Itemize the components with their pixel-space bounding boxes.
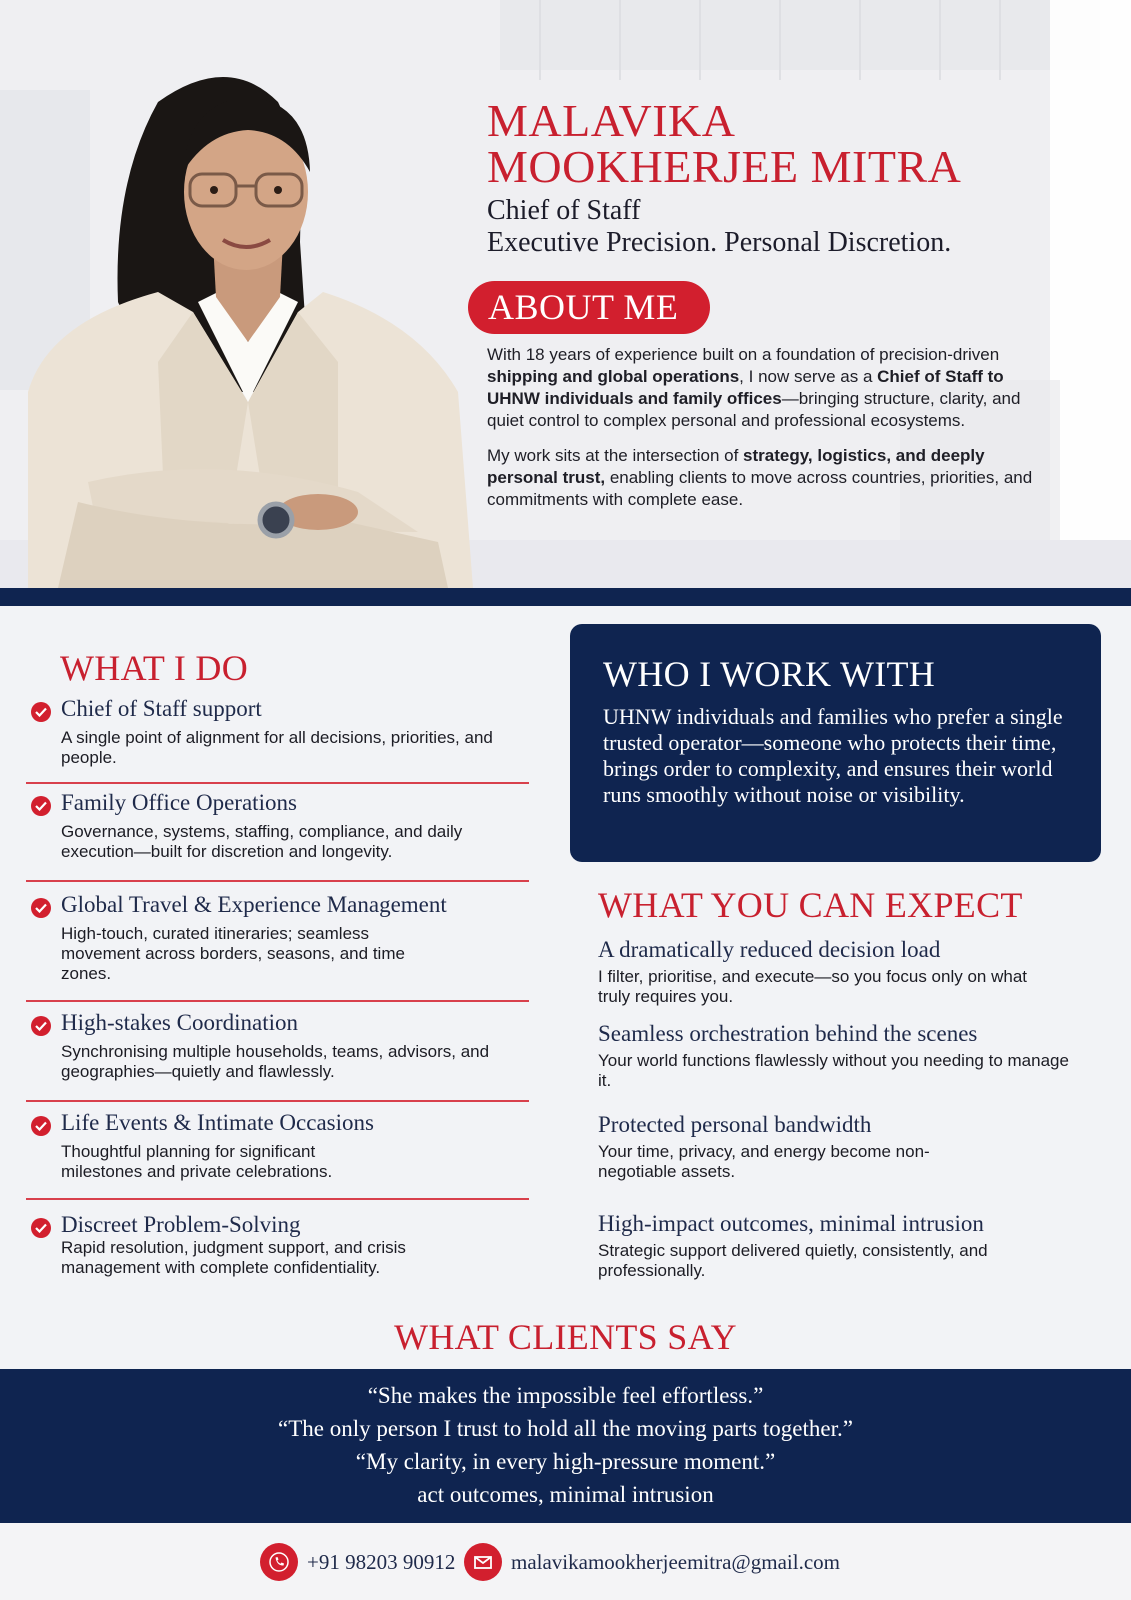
about-p1-text-1: With 18 years of experience built on a foundation of precision-driven xyxy=(487,345,1000,364)
testimonial-quote: “The only person I trust to hold all the moving parts together.” xyxy=(278,1416,853,1441)
expect-item xyxy=(598,936,1078,1007)
item-desc: Thoughtful planning for significant milestones and private celebrations. xyxy=(61,1142,333,1181)
check-icon xyxy=(31,1218,51,1238)
check-icon xyxy=(31,796,51,816)
testimonials-band xyxy=(0,1369,1131,1523)
expect-item-desc: Your world functions flawlessly without you needing to manage it. xyxy=(598,1051,1069,1090)
item-desc: A single point of alignment for all decisions, priorities, and people. xyxy=(61,728,493,767)
list-item xyxy=(26,784,529,882)
about-me-heading: ABOUT ME xyxy=(468,281,710,334)
expect-item-title: A dramatically reduced decision load xyxy=(598,937,941,962)
what-clients-say-heading: WHAT CLIENTS SAY xyxy=(394,1317,737,1357)
expect-item-desc: I filter, prioritise, and execute—so you focus only on what truly requires you. xyxy=(598,967,1028,1006)
mail-icon xyxy=(464,1543,502,1581)
expect-item-desc: Your time, privacy, and energy become non-negotiable assets. xyxy=(598,1142,930,1181)
who-i-work-with-heading: WHO I WORK WITH xyxy=(603,654,936,694)
item-desc: Synchronising multiple households, teams, advisors, and geographies—quietly and flawlessly. xyxy=(61,1042,490,1081)
list-item xyxy=(26,882,529,1002)
list-item xyxy=(26,1002,529,1102)
expect-item-title: Seamless orchestration behind the scenes xyxy=(598,1021,978,1046)
item-title: Discreet Problem-Solving xyxy=(61,1212,301,1237)
about-p2-bold-1: strategy, logistics, and deeply personal trust, xyxy=(487,446,985,487)
check-icon xyxy=(31,1016,51,1036)
about-paragraph-1 xyxy=(487,344,1057,432)
check-icon xyxy=(31,1116,51,1136)
item-desc: Rapid resolution, judgment support, and crisis management with complete confidentiality. xyxy=(61,1238,406,1277)
about-p1-text-2: , I now serve as a xyxy=(739,367,878,386)
item-title: Global Travel & Experience Management xyxy=(61,892,447,917)
hero-section xyxy=(0,0,1131,588)
expect-item-title: High-impact outcomes, minimal intrusion xyxy=(598,1211,984,1236)
who-i-work-with-text: UHNW individuals and families who prefer a single trusted operator—someone who protects their time, brings order to complexity, and ensures their world runs smoothly without noise or visibility. xyxy=(603,704,1063,807)
name-line-2: MOOKHERJEE MITRA xyxy=(487,141,962,192)
what-i-do-heading: WHAT I DO xyxy=(60,648,249,688)
expect-item xyxy=(598,1111,1078,1182)
role-title: Chief of Staff xyxy=(487,195,641,226)
email-address[interactable]: malavikamookherjeemitra@gmail.com xyxy=(511,1550,840,1574)
expect-item-title: Protected personal bandwidth xyxy=(598,1112,872,1137)
name-line-1: MALAVIKA xyxy=(487,95,736,146)
check-icon xyxy=(31,702,51,722)
portrait-photo xyxy=(18,62,478,588)
tagline: Executive Precision. Personal Discretion. xyxy=(487,227,952,258)
role-block xyxy=(487,195,1107,259)
about-text xyxy=(487,344,1057,524)
expect-item-desc: Strategic support delivered quietly, consistently, and professionally. xyxy=(598,1241,988,1280)
about-p1-text-3: —bringing structure, clarity, and quiet control to complex personal and professional ecosystems. xyxy=(487,389,1021,430)
who-i-work-with-card xyxy=(570,624,1101,862)
testimonial-quote: “She makes the impossible feel effortless.” xyxy=(367,1383,764,1408)
item-title: Chief of Staff support xyxy=(61,696,262,721)
contact-footer xyxy=(0,1523,1131,1600)
item-title: Life Events & Intimate Occasions xyxy=(61,1110,374,1135)
testimonial-quote: “My clarity, in every high-pressure moment.” xyxy=(355,1449,776,1474)
section-divider xyxy=(0,588,1131,606)
about-paragraph-2 xyxy=(487,445,1057,511)
about-p1-bold-1: shipping and global operations xyxy=(487,367,740,386)
item-title: Family Office Operations xyxy=(61,790,297,815)
phone-icon xyxy=(260,1543,298,1581)
testimonial-quote: act outcomes, minimal intrusion xyxy=(417,1482,714,1507)
about-p2-text-1: My work sits at the intersection of xyxy=(487,446,744,465)
list-item xyxy=(26,1200,529,1292)
expect-item xyxy=(598,1020,1078,1091)
phone-number[interactable]: +91 98203 90912 xyxy=(307,1550,456,1574)
check-icon xyxy=(31,898,51,918)
about-p2-text-2: enabling clients to move across countries, priorities, and commitments with complete ease. xyxy=(487,468,1033,509)
expect-item xyxy=(598,1210,1078,1281)
about-p1-bold-2: Chief of Staff to UHNW individuals and family offices xyxy=(487,367,1004,408)
what-i-do-list xyxy=(26,696,529,1292)
list-item xyxy=(26,1102,529,1200)
item-desc: Governance, systems, staffing, compliance, and daily execution—built for discretion and longevity. xyxy=(61,822,463,861)
item-desc: High-touch, curated itineraries; seamless movement across borders, seasons, and time zones. xyxy=(61,924,405,983)
person-name xyxy=(487,95,1107,192)
what-you-can-expect-heading: WHAT YOU CAN EXPECT xyxy=(598,885,1023,925)
item-title: High-stakes Coordination xyxy=(61,1010,298,1035)
list-item xyxy=(26,696,529,784)
